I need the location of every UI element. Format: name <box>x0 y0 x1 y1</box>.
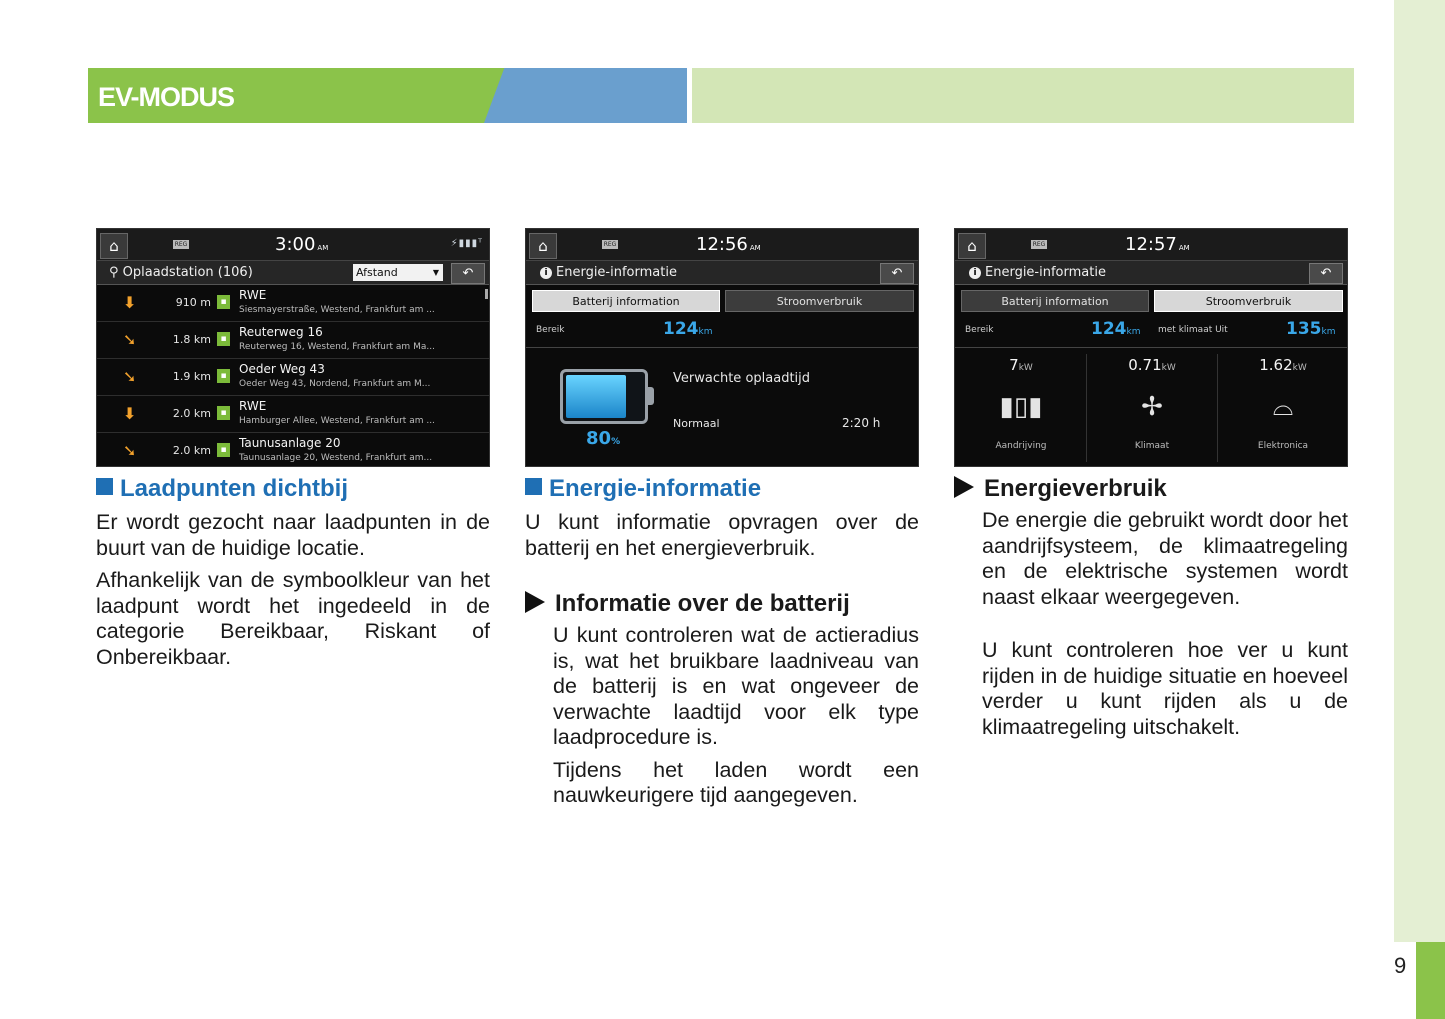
station-name: RWE <box>239 288 267 302</box>
paragraph: Tijdens het laden wordt een nauwkeurigere tijd aangegeven. <box>553 757 919 807</box>
reg-badge: REG <box>174 241 188 248</box>
title-bar <box>526 261 918 285</box>
clock: 12:57 AM <box>1125 234 1190 255</box>
divider <box>955 347 1347 348</box>
lamp-icon: ⌓ <box>1272 392 1294 422</box>
tab-battery-information[interactable]: Batterij information <box>961 290 1149 312</box>
column-divider <box>1217 354 1218 462</box>
range-value: 124km <box>663 319 713 339</box>
clock: 12:56 AM <box>696 234 761 255</box>
square-bullet-icon <box>525 478 542 495</box>
subsection-heading: Informatie over de batterij <box>525 589 919 619</box>
chevron-down-icon: ▼ <box>432 268 439 277</box>
range-label: Bereik <box>536 325 565 335</box>
home-icon[interactable]: ⌂ <box>958 233 986 259</box>
charger-icon: ▪ <box>217 443 230 457</box>
electronics-power: 1.62kW <box>1259 356 1307 374</box>
side-tab <box>1416 942 1445 1019</box>
back-arrow-icon: ↶ <box>462 266 474 281</box>
page-number: 9 <box>1394 953 1407 978</box>
back-button[interactable] <box>880 263 914 284</box>
drive-power: 7kW <box>1009 356 1033 374</box>
tab-power-consumption[interactable]: Stroomverbruik <box>725 290 914 312</box>
station-address: Taunusanlage 20, Westend, Frankfurt am... <box>239 453 433 463</box>
station-distance: 1.9 km <box>172 370 211 383</box>
search-label: ⚲ Oplaadstation (106) <box>109 265 253 280</box>
info-icon: i <box>540 267 552 279</box>
station-name: Taunusanlage 20 <box>239 436 341 450</box>
direction-icon: ➘ <box>123 367 137 386</box>
climate-off-range: 135km <box>1286 319 1336 339</box>
status-bar <box>526 229 918 261</box>
station-name: Reuterweg 16 <box>239 325 323 339</box>
electronics-label: Elektronica <box>1257 441 1309 451</box>
climate-label: Klimaat <box>1134 441 1170 451</box>
station-row[interactable] <box>97 433 489 467</box>
station-address: Reuterweg 16, Westend, Frankfurt am Ma... <box>239 342 435 352</box>
home-icon[interactable]: ⌂ <box>100 233 128 259</box>
climate-off-label: met klimaat Uit <box>1158 325 1228 335</box>
divider <box>526 347 918 348</box>
title-bar <box>955 261 1347 285</box>
screen-energy-consumption <box>954 228 1348 467</box>
home-icon[interactable]: ⌂ <box>529 233 557 259</box>
expected-charge-title: Verwachte oplaadtijd <box>673 371 811 386</box>
station-name: Oeder Weg 43 <box>239 362 325 376</box>
direction-icon: ➘ <box>123 441 137 460</box>
screen-battery-info <box>525 228 919 467</box>
column-divider <box>1086 354 1087 462</box>
battery-level-fill <box>566 375 626 418</box>
charger-icon: ▪ <box>217 406 230 420</box>
station-address: Hamburger Allee, Westend, Frankfurt am ... <box>239 416 435 426</box>
tab-battery-information[interactable]: Batterij information <box>532 290 720 312</box>
sort-select[interactable]: Afstand ▼ <box>353 264 443 281</box>
direction-icon: ⬇ <box>123 404 137 423</box>
status-bar <box>955 229 1347 261</box>
charge-time: 2:20 h <box>842 416 881 430</box>
back-arrow-icon: ↶ <box>1320 266 1332 281</box>
range-label: Bereik <box>965 325 994 335</box>
info-icon: i <box>969 267 981 279</box>
station-address: Siesmayerstraße, Westend, Frankfurt am ... <box>239 305 435 315</box>
reg-badge: REG <box>1032 241 1046 248</box>
battery-terminal <box>648 387 654 405</box>
station-distance: 910 m <box>175 296 211 309</box>
direction-icon: ⬇ <box>123 293 137 312</box>
drive-label: Aandrijving <box>995 441 1047 451</box>
status-bar <box>97 229 489 261</box>
charger-icon: ▪ <box>217 332 230 346</box>
station-distance: 1.8 km <box>172 333 211 346</box>
clock: 3:00 AM <box>275 234 329 255</box>
charger-icon: ▪ <box>217 295 230 309</box>
station-row[interactable] <box>97 322 489 359</box>
paragraph: Er wordt gezocht naar laadpunten in de buurt van de huidige locatie. <box>96 510 490 560</box>
screen-title: i Energie-informatie <box>540 265 677 280</box>
fan-icon: ✢ <box>1141 392 1163 422</box>
climate-power: 0.71kW <box>1128 356 1176 374</box>
section-consumption <box>954 474 1348 747</box>
screen-title: i Energie-informatie <box>969 265 1106 280</box>
charge-percent: 80% <box>586 428 621 449</box>
section-energy-info <box>525 474 919 816</box>
paragraph: U kunt controleren wat de actieradius is, wat het bruikbare laadniveau van de batterij is en wat ongeveer de verwachte laadtijd voor elk type laadprocedure is. <box>553 623 919 749</box>
charger-icon: ▪ <box>217 369 230 383</box>
screen-charging-stations <box>96 228 490 467</box>
section-heading: Energie-informatie <box>525 474 919 504</box>
motor-icon: ▮▯▮ <box>999 392 1043 422</box>
station-row[interactable] <box>97 359 489 396</box>
status-icons: ⚡▮▮▮ᵀ <box>450 238 483 249</box>
header-blue-band <box>484 68 687 123</box>
search-icon: ⚲ <box>109 265 123 280</box>
station-row[interactable] <box>97 285 489 322</box>
back-button[interactable] <box>1309 263 1343 284</box>
range-value: 124km <box>1091 319 1141 339</box>
charge-mode: Normaal <box>673 417 720 430</box>
side-strip <box>1394 0 1445 942</box>
tab-power-consumption[interactable]: Stroomverbruik <box>1154 290 1343 312</box>
station-distance: 2.0 km <box>172 407 211 420</box>
direction-icon: ➘ <box>123 330 137 349</box>
reg-badge: REG <box>603 241 617 248</box>
paragraph: Afhankelijk van de symboolkleur van het laadpunt wordt het ingedeeld in de categorie Bereikbaar, Riskant of Onbereikbaar. <box>96 568 490 669</box>
station-name: RWE <box>239 399 267 413</box>
square-bullet-icon <box>96 478 113 495</box>
page-title: EV-MODUS <box>98 82 235 112</box>
section-heading: Laadpunten dichtbij <box>96 474 490 504</box>
triangle-bullet-icon <box>954 476 974 498</box>
search-bar <box>97 261 489 285</box>
paragraph: U kunt controleren hoe ver u kunt rijden in de huidige situatie en hoeveel verder u kunt rijden als u de klimaatregeling uitschakelt. <box>982 638 1348 739</box>
station-distance: 2.0 km <box>172 444 211 457</box>
triangle-bullet-icon <box>525 591 545 613</box>
station-address: Oeder Weg 43, Nordend, Frankfurt am M... <box>239 379 431 389</box>
header-light-band <box>692 68 1354 123</box>
battery-icon <box>560 369 648 424</box>
section-nearby <box>96 474 490 677</box>
back-button[interactable] <box>451 263 485 284</box>
subsection-heading: Energieverbruik <box>954 474 1348 504</box>
paragraph: De energie die gebruikt wordt door het aandrijfsysteem, de klimaatregeling en de elektrische systemen wordt naast elkaar weergegeven. <box>982 508 1348 609</box>
station-row[interactable] <box>97 396 489 433</box>
paragraph: U kunt informatie opvragen over de batterij en het energieverbruik. <box>525 510 919 560</box>
back-arrow-icon: ↶ <box>891 266 903 281</box>
